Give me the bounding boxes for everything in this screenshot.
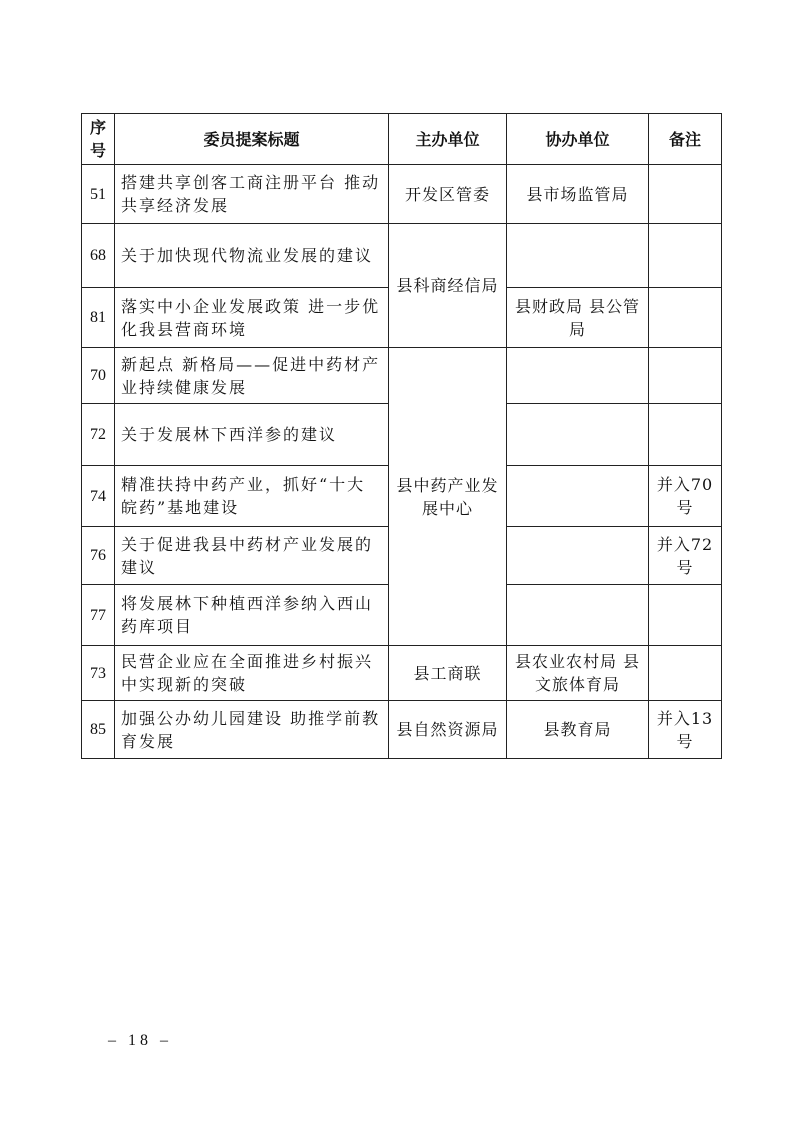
row-assist-unit: 县市场监管局	[507, 165, 649, 224]
row-number: 51	[82, 165, 115, 224]
row-lead-unit: 县自然资源局	[389, 701, 507, 759]
row-title: 民营企业应在全面推进乡村振兴中实现新的突破	[115, 646, 389, 701]
row-note	[649, 224, 722, 288]
row-assist-unit	[507, 527, 649, 585]
row-note	[649, 288, 722, 348]
row-assist-unit: 县教育局	[507, 701, 649, 759]
row-assist-unit	[507, 466, 649, 527]
row-number: 74	[82, 466, 115, 527]
header-title: 委员提案标题	[115, 114, 389, 165]
row-note	[649, 165, 722, 224]
header-lead-unit: 主办单位	[389, 114, 507, 165]
page-number: – 18 –	[108, 1032, 172, 1049]
row-assist-unit: 县财政局 县公管局	[507, 288, 649, 348]
row-title: 精准扶持中药产业，抓好“十大皖药”基地建设	[115, 466, 389, 527]
row-note: 并入13号	[649, 701, 722, 759]
row-title: 关于加快现代物流业发展的建议	[115, 224, 389, 288]
table-row	[82, 646, 722, 701]
table-row	[82, 165, 722, 224]
row-number: 76	[82, 527, 115, 585]
row-assist-unit	[507, 404, 649, 466]
row-lead-unit: 县中药产业发展中心	[389, 348, 507, 646]
row-number: 72	[82, 404, 115, 466]
header-row	[82, 114, 722, 165]
row-number: 68	[82, 224, 115, 288]
row-number: 73	[82, 646, 115, 701]
row-number: 77	[82, 585, 115, 646]
row-assist-unit	[507, 348, 649, 404]
row-assist-unit: 县农业农村局 县文旅体育局	[507, 646, 649, 701]
row-lead-unit: 开发区管委	[389, 165, 507, 224]
proposal-table	[81, 113, 722, 759]
row-lead-unit: 县科商经信局	[389, 224, 507, 348]
row-note: 并入70号	[649, 466, 722, 527]
row-title: 新起点 新格局——促进中药材产业持续健康发展	[115, 348, 389, 404]
row-note: 并入72号	[649, 527, 722, 585]
row-note	[649, 646, 722, 701]
header-assist-unit: 协办单位	[507, 114, 649, 165]
row-title: 落实中小企业发展政策 进一步优化我县营商环境	[115, 288, 389, 348]
row-number: 85	[82, 701, 115, 759]
header-note: 备注	[649, 114, 722, 165]
row-assist-unit	[507, 224, 649, 288]
row-note	[649, 585, 722, 646]
table-row	[82, 224, 722, 288]
table-row	[82, 348, 722, 404]
table-row	[82, 701, 722, 759]
row-lead-unit: 县工商联	[389, 646, 507, 701]
row-number: 81	[82, 288, 115, 348]
row-note	[649, 404, 722, 466]
row-title: 搭建共享创客工商注册平台 推动共享经济发展	[115, 165, 389, 224]
row-assist-unit	[507, 585, 649, 646]
row-title: 将发展林下种植西洋参纳入西山药库项目	[115, 585, 389, 646]
row-number: 70	[82, 348, 115, 404]
row-title: 关于发展林下西洋参的建议	[115, 404, 389, 466]
row-title: 关于促进我县中药材产业发展的建议	[115, 527, 389, 585]
row-note	[649, 348, 722, 404]
row-title: 加强公办幼儿园建设 助推学前教育发展	[115, 701, 389, 759]
header-seq: 序号	[82, 114, 115, 165]
